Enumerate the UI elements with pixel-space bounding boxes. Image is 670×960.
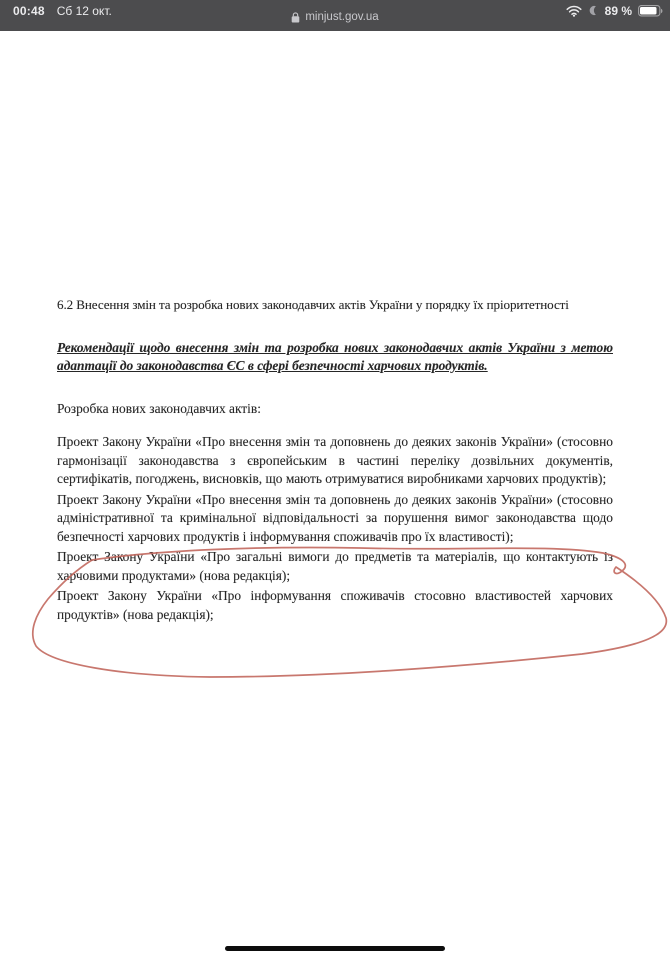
- status-bar: [0, 0, 670, 31]
- clock: 00:48: [13, 4, 45, 18]
- battery-percent: 89 %: [604, 3, 632, 18]
- moon-icon: [588, 5, 599, 16]
- law-draft-paragraph: Проект Закону України «Про загальні вимоги до предметів та матеріалів, що контактують із харчовими продуктами» (нова редакція);: [57, 549, 613, 583]
- wifi-icon: [566, 5, 582, 17]
- lock-icon: [291, 12, 300, 23]
- list-intro: Розробка нових законодавчих актів:: [57, 400, 261, 416]
- date: Сб 12 окт.: [56, 4, 112, 18]
- address-url: minjust.gov.ua: [305, 11, 379, 23]
- home-indicator[interactable]: [225, 946, 445, 951]
- section-heading: 6.2 Внесення змін та розробка нових законодавчих актів України у порядку їх пріоритетності: [57, 297, 569, 312]
- status-right: [566, 4, 663, 17]
- document-page: [0, 31, 670, 960]
- law-draft-paragraph: Проект Закону України «Про інформування споживачів стосовно властивостей харчових продуктів» (нова редакція);: [57, 588, 613, 622]
- recommendation-text: Рекомендації щодо внесення змін та розробка нових законодавчих актів України з метою адаптації до законодавства ЄС в сфері безпечності харчових продуктів.: [57, 339, 613, 373]
- law-draft-paragraph: Проект Закону України «Про внесення змін та доповнень до деяких законів України» (стосовно адміністративної та кримінальної відповідальності за порушення вимог законодавства щодо безпечності харчових продуктів і інформування споживачів про їх властивості);: [57, 491, 613, 544]
- law-draft-paragraph: Проект Закону України «Про внесення змін та доповнень до деяких законів України» (стосовно гармонізації законодавства з європейським в частині переліку дозвільних документів, сертифікатів, погоджень, висновків, що мають отримуватися виробниками харчових продуктів);: [57, 434, 613, 486]
- battery-icon: [638, 5, 663, 17]
